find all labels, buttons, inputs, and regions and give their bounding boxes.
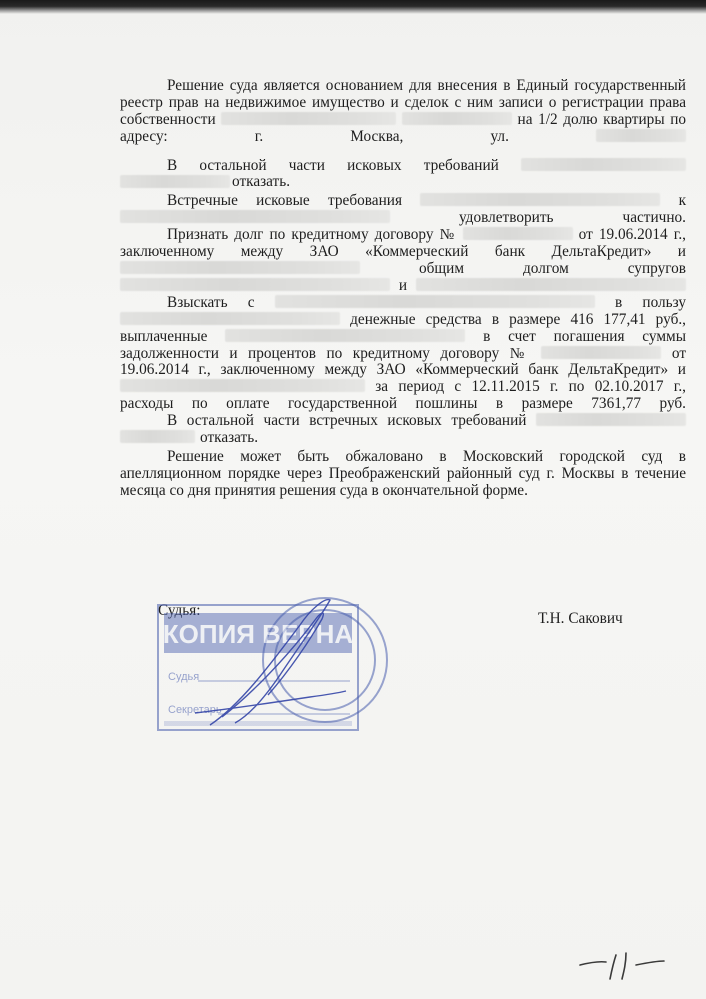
scan-top-edge (0, 0, 706, 14)
court-seal-stamp (150, 585, 390, 750)
judge-name: Т.Н. Сакович (538, 610, 623, 627)
redacted-text (521, 158, 686, 171)
redacted-text (416, 278, 686, 291)
redacted-text (120, 261, 360, 274)
redacted-text (225, 329, 465, 342)
stamp-rectangle (158, 605, 358, 730)
paragraph-text: к (678, 192, 687, 210)
paragraph-counterclaims (120, 193, 686, 227)
judge-label: Судья: (158, 602, 201, 619)
redacted-text (120, 379, 365, 392)
paragraph-text: отказать. (200, 428, 259, 446)
redacted-text (120, 278, 390, 291)
paragraph-text: от 19.06.2014 г., заключенному между ЗАО «Коммерческий банк ДельтаКредит» и (120, 226, 686, 261)
paragraph-registration (120, 78, 686, 146)
redacted-text (120, 175, 230, 188)
paragraph-text: Взыскать с (167, 293, 255, 311)
paragraph-text: В остальной части встречных исковых требований (167, 412, 527, 430)
page-number: 1 (617, 977, 618, 978)
paragraph-debt-recognition (120, 227, 686, 295)
redacted-text (120, 312, 340, 325)
paragraph-appeal (120, 449, 686, 500)
paragraph-text: Решение может быть обжаловано в Московский городской суд в апелляционном порядке через Преображенский районный суд г. Москвы в течение месяца со дня принятия решения суда в окончательной форме. (120, 447, 686, 499)
redacted-text (120, 210, 390, 223)
paragraph-text: в счет погашения суммы задолженности и процентов по кредитному договору № (120, 327, 686, 362)
paragraph-text: за период с 12.11.2015 г. по 02.10.2017 г., расходы по оплате государственной пошлины в размере 7361,77 руб. (120, 378, 687, 413)
paragraph-text: денежные средства в размере 416 177,41 руб., выплаченные (120, 310, 687, 345)
redacted-text (402, 112, 512, 125)
paragraph-text: В остальной части исковых требований (167, 156, 499, 174)
paragraph-text: Признать долг по кредитному договору № (167, 226, 457, 244)
paragraph-recovery (120, 295, 686, 413)
redacted-text (463, 227, 573, 240)
handwritten-page-number (576, 945, 666, 985)
redacted-text (221, 112, 396, 125)
stamp-title: КОПИЯ ВЕРНА (162, 619, 354, 649)
document-body (120, 78, 686, 500)
paragraph-text: отказать. (232, 173, 291, 191)
redacted-text (596, 129, 686, 142)
paragraph-text: в пользу (614, 293, 686, 311)
redacted-text (120, 430, 195, 443)
redacted-text (536, 413, 686, 426)
paragraph-text: Встречные исковые требования (167, 192, 402, 210)
stamp-secretary-line: Секретарь (168, 704, 222, 716)
paragraph-text: и (398, 276, 408, 294)
paragraph-text: Решение суда является основанием для внесения в Единый государственный реестр прав на недвижимое имущество и сделок с ним записи о регистрации права собственности (120, 77, 686, 128)
paragraph-text: удовлетворить частично. (459, 209, 686, 227)
redacted-text (541, 346, 661, 359)
paragraph-text: на 1/2 долю квартиры по адресу: г. Москва, ул. (120, 110, 687, 145)
paragraph-text: общим долгом супругов (418, 259, 686, 277)
paragraph-remaining-counterclaims-end (120, 430, 686, 447)
redacted-text (275, 295, 595, 308)
paragraph-text: от 19.06.2014 г., заключенному между ЗАО «Коммерческий банк ДельтаКредит» и (120, 344, 687, 379)
redacted-text (420, 193, 660, 206)
stamp-judge-line: Судья (168, 671, 200, 683)
